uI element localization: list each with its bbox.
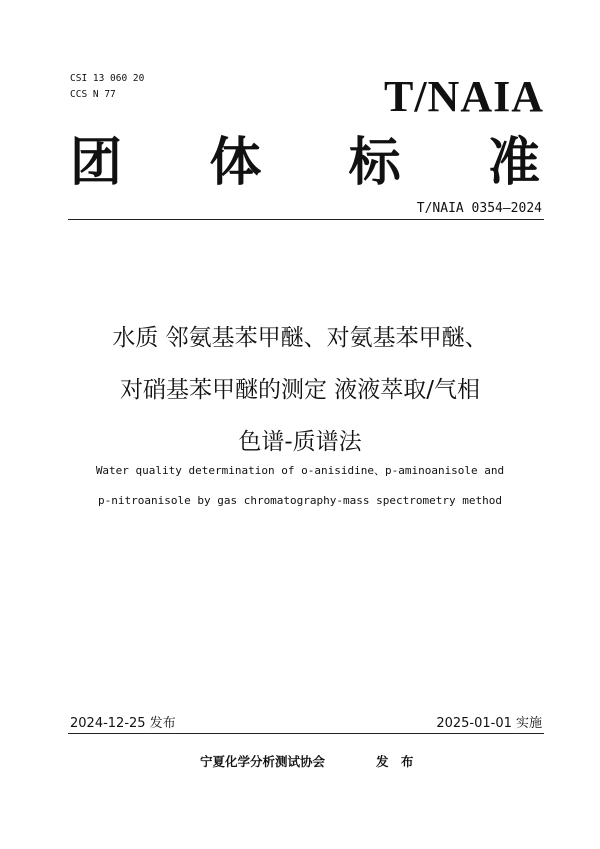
publisher-name: 宁夏化学分析测试协会	[200, 754, 326, 769]
title-en-line: Water quality determination of o-anisidine、p-aminoanisole and	[95, 464, 505, 477]
standard-number: T/NAIA 0354—2024	[416, 201, 542, 216]
standard-type-heading	[70, 134, 540, 192]
organization-mark: T/NAIA	[383, 72, 544, 121]
standard-type-char: 团	[70, 133, 123, 193]
standard-type-char: 体	[209, 133, 262, 193]
title-zh-line: 色谱-质谱法	[238, 429, 362, 455]
header-divider	[68, 219, 544, 220]
title-english	[60, 456, 540, 516]
title-zh-line: 对硝基苯甲醚的测定 液液萃取/气相	[119, 377, 481, 403]
standard-type-char: 标	[348, 133, 401, 193]
implementation-date: 2025-01-01 实施	[436, 716, 542, 731]
title-zh-line: 水质 邻氨基苯甲醚、对氨基苯甲醚、	[112, 325, 488, 351]
ics-code: CSI 13 060 20	[70, 73, 145, 84]
title-chinese	[60, 312, 540, 468]
ccs-code: CCS N 77	[70, 89, 116, 100]
issue-date: 2024-12-25 发布	[70, 716, 176, 731]
title-en-line: p-nitroanisole by gas chromatography-mass spectrometry method	[98, 494, 502, 507]
classification-codes	[70, 71, 144, 103]
footer-divider	[68, 733, 544, 734]
publish-label: 发 布	[376, 754, 418, 769]
standard-type-char: 准	[487, 133, 540, 193]
